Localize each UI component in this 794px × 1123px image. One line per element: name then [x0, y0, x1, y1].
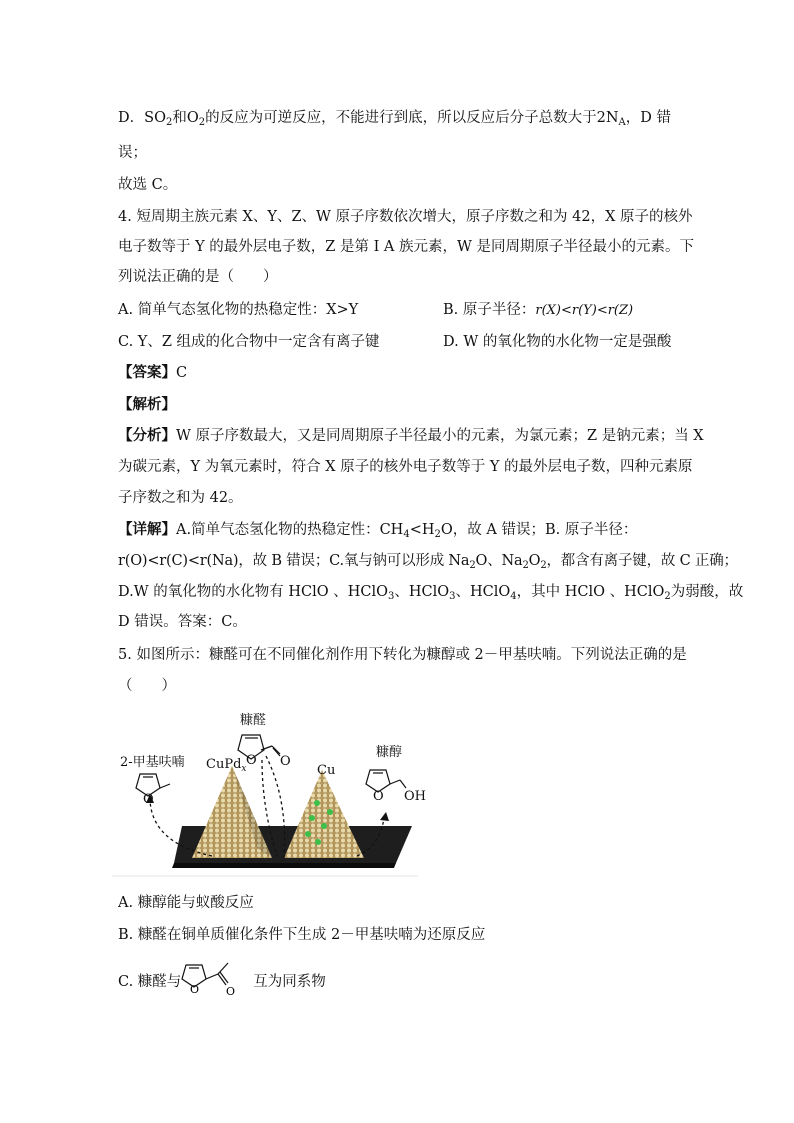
label-methylfuran: 2-甲基呋喃	[120, 755, 185, 770]
svg-text:O: O	[190, 983, 200, 996]
q4-answer: 【答案】C	[118, 364, 188, 381]
cu-pyramid	[284, 770, 364, 858]
q4-stem-line1: 4. 短周期主族元素 X、Y、Z、W 原子序数依次增大，原子序数之和为 42，X 原子的核外	[118, 209, 693, 225]
q4-fenxi-line1: 【分析】W 原子序数最大，又是同周期原子半径最小的元素，为氯元素；Z 是钠元素；当 X	[118, 427, 704, 444]
q4-detail-line3: D.W 的氧化物的水化物有 HClO 、HClO$_3$、HClO$_3$、HClO$_4$，其中 HClO 、HClO$_2$为弱酸，故	[118, 584, 744, 602]
svg-text:O: O	[246, 753, 257, 768]
q5-stem-line1: 5. 如图所示：糠醛可在不同催化剂作用下转化为糠醇或 2－甲基呋喃。下列说法正确的是	[118, 647, 687, 663]
q5-option-b: B. 糠醛在铜单质催化条件下生成 2－甲基呋喃为还原反应	[118, 927, 486, 943]
label-cupd: CuPd$_x$	[206, 757, 247, 774]
q5-stem-line2: （ ）	[118, 678, 176, 694]
catalysis-figure	[112, 708, 426, 878]
q4-option-d: D. W 的氧化物的水化物一定是强酸	[443, 334, 672, 350]
q4-option-c: C. Y、Z 组成的化合物中一定含有离子键	[118, 334, 380, 350]
q4-option-a: A. 简单气态氢化物的热稳定性：X>Y	[118, 302, 359, 318]
option-d-explanation-cont: 误；	[118, 145, 147, 161]
q4-fenxi-line2: 为碳元素，Y 为氧元素时，符合 X 原子的核外电子数等于 Y 的最外层电子数，四种元素原	[118, 459, 693, 475]
furfuryl-alcohol-molecule	[366, 770, 406, 792]
svg-text:O: O	[226, 985, 236, 998]
svg-text:O: O	[280, 754, 291, 769]
option-d-explanation: D．$SO_2$和$O_2$的反应为可逆反应，不能进行到底，所以反应后分子总数大于$2N_A$，D 错	[118, 110, 672, 128]
label-furfural: 糠醛	[240, 713, 267, 728]
svg-text:O: O	[143, 792, 154, 807]
svg-text:O: O	[373, 789, 384, 804]
q4-detail-line1: 【详解】A.简单气态氢化物的热稳定性：$CH_4<H_2O$，故 A 错误；B. 原子半径：	[118, 521, 638, 540]
q4-stem-line3: 列说法正确的是（ ）	[118, 269, 278, 285]
q4-detail-line4: D 错误。答案：C。	[118, 614, 247, 630]
previous-answer: 故选 C。	[118, 177, 178, 193]
acetylfuran-structure	[180, 955, 252, 997]
q4-fenxi-line3: 子序数之和为 42。	[118, 490, 243, 506]
q4-option-b: B. 原子半径：r(X)<r(Y)<r(Z)	[443, 302, 634, 318]
label-cu: Cu	[317, 763, 336, 778]
q5-option-a: A. 糠醇能与蚁酸反应	[118, 895, 254, 911]
svg-text:OH: OH	[404, 789, 426, 804]
furfural-molecule	[238, 735, 280, 759]
q4-detail-line2: r(O)<r(C)<r(Na)，故 B 错误；C.氧与钠可以形成 $Na_2O$、$Na_2O_2$，都含有离子键，故 C 正确；	[118, 553, 738, 571]
q4-stem-line2: 电子数等于 Y 的最外层电子数，Z 是第 I A 族元素，W 是同周期原子半径最小的元素。下	[118, 239, 695, 255]
label-furfuryl: 糠醇	[376, 745, 403, 760]
q5-option-c: C. 糠醛与 互为同系物	[118, 974, 326, 990]
q4-analysis-heading: 【解析】	[118, 396, 176, 413]
